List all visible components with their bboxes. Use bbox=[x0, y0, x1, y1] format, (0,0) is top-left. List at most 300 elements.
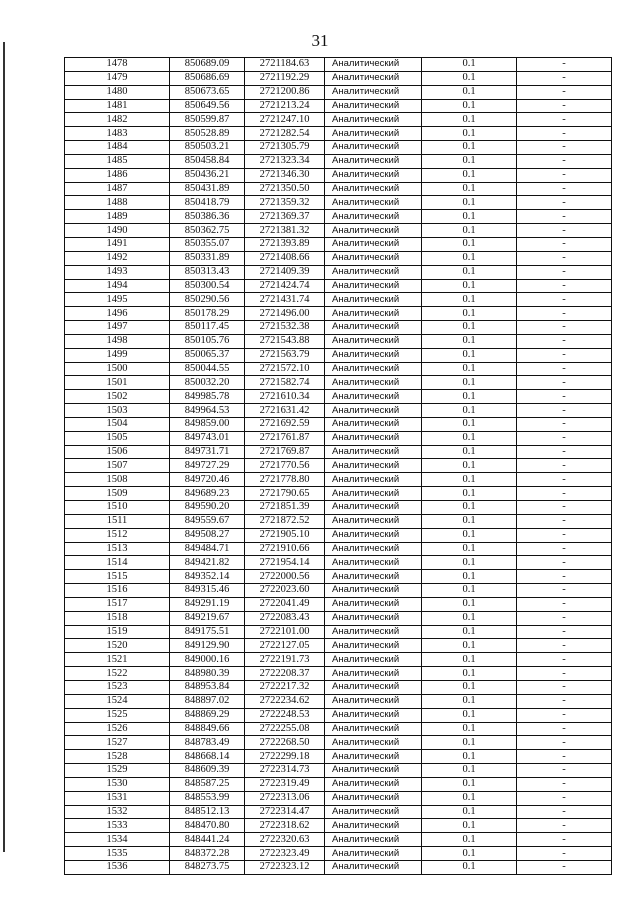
method-cell: Аналитический bbox=[325, 847, 422, 861]
y-coordinate-cell: 2721851.39 bbox=[245, 501, 325, 515]
method-cell: Аналитический bbox=[325, 639, 422, 653]
table-row bbox=[65, 58, 612, 72]
note-cell: - bbox=[517, 71, 612, 85]
y-coordinate-cell: 2721247.10 bbox=[245, 113, 325, 127]
x-coordinate-cell: 849315.46 bbox=[170, 584, 245, 598]
table-row bbox=[65, 833, 612, 847]
table-row bbox=[65, 860, 612, 874]
table-row bbox=[65, 639, 612, 653]
accuracy-cell: 0.1 bbox=[422, 224, 517, 238]
x-coordinate-cell: 848470.80 bbox=[170, 819, 245, 833]
accuracy-cell: 0.1 bbox=[422, 279, 517, 293]
accuracy-cell: 0.1 bbox=[422, 71, 517, 85]
x-coordinate-cell: 848587.25 bbox=[170, 777, 245, 791]
point-number-cell: 1515 bbox=[65, 570, 170, 584]
note-cell: - bbox=[517, 265, 612, 279]
method-cell: Аналитический bbox=[325, 860, 422, 874]
note-cell: - bbox=[517, 653, 612, 667]
note-cell: - bbox=[517, 597, 612, 611]
point-number-cell: 1525 bbox=[65, 708, 170, 722]
accuracy-cell: 0.1 bbox=[422, 237, 517, 251]
x-coordinate-cell: 850065.37 bbox=[170, 348, 245, 362]
method-cell: Аналитический bbox=[325, 307, 422, 321]
point-number-cell: 1524 bbox=[65, 694, 170, 708]
x-coordinate-cell: 848849.66 bbox=[170, 722, 245, 736]
y-coordinate-cell: 2722191.73 bbox=[245, 653, 325, 667]
method-cell: Аналитический bbox=[325, 71, 422, 85]
note-cell: - bbox=[517, 224, 612, 238]
note-cell: - bbox=[517, 404, 612, 418]
y-coordinate-cell: 2722083.43 bbox=[245, 611, 325, 625]
x-coordinate-cell: 850105.76 bbox=[170, 334, 245, 348]
table-row bbox=[65, 680, 612, 694]
x-coordinate-cell: 850331.89 bbox=[170, 251, 245, 265]
table-row bbox=[65, 404, 612, 418]
table-row bbox=[65, 85, 612, 99]
accuracy-cell: 0.1 bbox=[422, 777, 517, 791]
table-row bbox=[65, 334, 612, 348]
note-cell: - bbox=[517, 390, 612, 404]
x-coordinate-cell: 848783.49 bbox=[170, 736, 245, 750]
y-coordinate-cell: 2722000.56 bbox=[245, 570, 325, 584]
accuracy-cell: 0.1 bbox=[422, 722, 517, 736]
coordinates-table-body bbox=[65, 58, 612, 875]
note-cell: - bbox=[517, 58, 612, 72]
accuracy-cell: 0.1 bbox=[422, 251, 517, 265]
point-number-cell: 1514 bbox=[65, 556, 170, 570]
table-row bbox=[65, 501, 612, 515]
x-coordinate-cell: 850503.21 bbox=[170, 141, 245, 155]
x-coordinate-cell: 849559.67 bbox=[170, 514, 245, 528]
y-coordinate-cell: 2722248.53 bbox=[245, 708, 325, 722]
note-cell: - bbox=[517, 584, 612, 598]
x-coordinate-cell: 850290.56 bbox=[170, 293, 245, 307]
table-row bbox=[65, 307, 612, 321]
accuracy-cell: 0.1 bbox=[422, 293, 517, 307]
note-cell: - bbox=[517, 722, 612, 736]
accuracy-cell: 0.1 bbox=[422, 210, 517, 224]
x-coordinate-cell: 850528.89 bbox=[170, 127, 245, 141]
point-number-cell: 1487 bbox=[65, 182, 170, 196]
method-cell: Аналитический bbox=[325, 431, 422, 445]
method-cell: Аналитический bbox=[325, 390, 422, 404]
table-row bbox=[65, 694, 612, 708]
x-coordinate-cell: 849000.16 bbox=[170, 653, 245, 667]
point-number-cell: 1509 bbox=[65, 487, 170, 501]
note-cell: - bbox=[517, 127, 612, 141]
point-number-cell: 1519 bbox=[65, 625, 170, 639]
method-cell: Аналитический bbox=[325, 597, 422, 611]
point-number-cell: 1529 bbox=[65, 764, 170, 778]
method-cell: Аналитический bbox=[325, 764, 422, 778]
y-coordinate-cell: 2722041.49 bbox=[245, 597, 325, 611]
point-number-cell: 1504 bbox=[65, 417, 170, 431]
accuracy-cell: 0.1 bbox=[422, 597, 517, 611]
point-number-cell: 1511 bbox=[65, 514, 170, 528]
method-cell: Аналитический bbox=[325, 750, 422, 764]
note-cell: - bbox=[517, 182, 612, 196]
point-number-cell: 1479 bbox=[65, 71, 170, 85]
note-cell: - bbox=[517, 154, 612, 168]
note-cell: - bbox=[517, 501, 612, 515]
accuracy-cell: 0.1 bbox=[422, 487, 517, 501]
point-number-cell: 1528 bbox=[65, 750, 170, 764]
y-coordinate-cell: 2721369.37 bbox=[245, 210, 325, 224]
y-coordinate-cell: 2721692.59 bbox=[245, 417, 325, 431]
point-number-cell: 1495 bbox=[65, 293, 170, 307]
accuracy-cell: 0.1 bbox=[422, 390, 517, 404]
method-cell: Аналитический bbox=[325, 127, 422, 141]
table-row bbox=[65, 431, 612, 445]
accuracy-cell: 0.1 bbox=[422, 625, 517, 639]
point-number-cell: 1480 bbox=[65, 85, 170, 99]
table-row bbox=[65, 251, 612, 265]
point-number-cell: 1512 bbox=[65, 528, 170, 542]
method-cell: Аналитический bbox=[325, 362, 422, 376]
method-cell: Аналитический bbox=[325, 293, 422, 307]
accuracy-cell: 0.1 bbox=[422, 113, 517, 127]
y-coordinate-cell: 2722217.32 bbox=[245, 680, 325, 694]
point-number-cell: 1522 bbox=[65, 667, 170, 681]
accuracy-cell: 0.1 bbox=[422, 376, 517, 390]
point-number-cell: 1536 bbox=[65, 860, 170, 874]
table-row bbox=[65, 279, 612, 293]
accuracy-cell: 0.1 bbox=[422, 542, 517, 556]
x-coordinate-cell: 848897.02 bbox=[170, 694, 245, 708]
point-number-cell: 1530 bbox=[65, 777, 170, 791]
note-cell: - bbox=[517, 514, 612, 528]
table-row bbox=[65, 722, 612, 736]
y-coordinate-cell: 2721431.74 bbox=[245, 293, 325, 307]
x-coordinate-cell: 850436.21 bbox=[170, 168, 245, 182]
x-coordinate-cell: 849743.01 bbox=[170, 431, 245, 445]
accuracy-cell: 0.1 bbox=[422, 141, 517, 155]
page-number: 31 bbox=[311, 31, 329, 50]
x-coordinate-cell: 850313.43 bbox=[170, 265, 245, 279]
point-number-cell: 1502 bbox=[65, 390, 170, 404]
method-cell: Аналитический bbox=[325, 584, 422, 598]
x-coordinate-cell: 849508.27 bbox=[170, 528, 245, 542]
accuracy-cell: 0.1 bbox=[422, 736, 517, 750]
y-coordinate-cell: 2721631.42 bbox=[245, 404, 325, 418]
accuracy-cell: 0.1 bbox=[422, 584, 517, 598]
x-coordinate-cell: 850418.79 bbox=[170, 196, 245, 210]
note-cell: - bbox=[517, 556, 612, 570]
method-cell: Аналитический bbox=[325, 694, 422, 708]
accuracy-cell: 0.1 bbox=[422, 99, 517, 113]
accuracy-cell: 0.1 bbox=[422, 85, 517, 99]
table-row bbox=[65, 556, 612, 570]
y-coordinate-cell: 2722313.06 bbox=[245, 791, 325, 805]
method-cell: Аналитический bbox=[325, 348, 422, 362]
y-coordinate-cell: 2721323.34 bbox=[245, 154, 325, 168]
note-cell: - bbox=[517, 542, 612, 556]
x-coordinate-cell: 848512.13 bbox=[170, 805, 245, 819]
y-coordinate-cell: 2722320.63 bbox=[245, 833, 325, 847]
note-cell: - bbox=[517, 237, 612, 251]
point-number-cell: 1485 bbox=[65, 154, 170, 168]
table-row bbox=[65, 542, 612, 556]
method-cell: Аналитический bbox=[325, 625, 422, 639]
accuracy-cell: 0.1 bbox=[422, 459, 517, 473]
y-coordinate-cell: 2721408.66 bbox=[245, 251, 325, 265]
table-row bbox=[65, 293, 612, 307]
x-coordinate-cell: 850431.89 bbox=[170, 182, 245, 196]
y-coordinate-cell: 2722127.05 bbox=[245, 639, 325, 653]
y-coordinate-cell: 2721192.29 bbox=[245, 71, 325, 85]
note-cell: - bbox=[517, 473, 612, 487]
accuracy-cell: 0.1 bbox=[422, 750, 517, 764]
point-number-cell: 1508 bbox=[65, 473, 170, 487]
method-cell: Аналитический bbox=[325, 210, 422, 224]
method-cell: Аналитический bbox=[325, 528, 422, 542]
method-cell: Аналитический bbox=[325, 376, 422, 390]
table-row bbox=[65, 237, 612, 251]
note-cell: - bbox=[517, 376, 612, 390]
note-cell: - bbox=[517, 417, 612, 431]
y-coordinate-cell: 2721496.00 bbox=[245, 307, 325, 321]
y-coordinate-cell: 2722314.47 bbox=[245, 805, 325, 819]
x-coordinate-cell: 850689.09 bbox=[170, 58, 245, 72]
x-coordinate-cell: 849352.14 bbox=[170, 570, 245, 584]
x-coordinate-cell: 850044.55 bbox=[170, 362, 245, 376]
point-number-cell: 1500 bbox=[65, 362, 170, 376]
table-row bbox=[65, 819, 612, 833]
accuracy-cell: 0.1 bbox=[422, 182, 517, 196]
method-cell: Аналитический bbox=[325, 833, 422, 847]
x-coordinate-cell: 849590.20 bbox=[170, 501, 245, 515]
y-coordinate-cell: 2721563.79 bbox=[245, 348, 325, 362]
y-coordinate-cell: 2722319.49 bbox=[245, 777, 325, 791]
accuracy-cell: 0.1 bbox=[422, 847, 517, 861]
x-coordinate-cell: 849985.78 bbox=[170, 390, 245, 404]
y-coordinate-cell: 2722299.18 bbox=[245, 750, 325, 764]
table-row bbox=[65, 182, 612, 196]
accuracy-cell: 0.1 bbox=[422, 694, 517, 708]
method-cell: Аналитический bbox=[325, 279, 422, 293]
y-coordinate-cell: 2721381.32 bbox=[245, 224, 325, 238]
y-coordinate-cell: 2722314.73 bbox=[245, 764, 325, 778]
point-number-cell: 1534 bbox=[65, 833, 170, 847]
method-cell: Аналитический bbox=[325, 141, 422, 155]
point-number-cell: 1498 bbox=[65, 334, 170, 348]
note-cell: - bbox=[517, 805, 612, 819]
table-row bbox=[65, 362, 612, 376]
method-cell: Аналитический bbox=[325, 542, 422, 556]
table-row bbox=[65, 777, 612, 791]
x-coordinate-cell: 850362.75 bbox=[170, 224, 245, 238]
table-row bbox=[65, 224, 612, 238]
y-coordinate-cell: 2721778.80 bbox=[245, 473, 325, 487]
accuracy-cell: 0.1 bbox=[422, 404, 517, 418]
method-cell: Аналитический bbox=[325, 791, 422, 805]
note-cell: - bbox=[517, 833, 612, 847]
table-row bbox=[65, 528, 612, 542]
table-row bbox=[65, 141, 612, 155]
point-number-cell: 1494 bbox=[65, 279, 170, 293]
accuracy-cell: 0.1 bbox=[422, 348, 517, 362]
method-cell: Аналитический bbox=[325, 154, 422, 168]
x-coordinate-cell: 850032.20 bbox=[170, 376, 245, 390]
accuracy-cell: 0.1 bbox=[422, 514, 517, 528]
note-cell: - bbox=[517, 611, 612, 625]
y-coordinate-cell: 2721282.54 bbox=[245, 127, 325, 141]
table-row bbox=[65, 376, 612, 390]
accuracy-cell: 0.1 bbox=[422, 708, 517, 722]
note-cell: - bbox=[517, 348, 612, 362]
y-coordinate-cell: 2722318.62 bbox=[245, 819, 325, 833]
point-number-cell: 1505 bbox=[65, 431, 170, 445]
point-number-cell: 1482 bbox=[65, 113, 170, 127]
y-coordinate-cell: 2722268.50 bbox=[245, 736, 325, 750]
method-cell: Аналитический bbox=[325, 224, 422, 238]
x-coordinate-cell: 850386.36 bbox=[170, 210, 245, 224]
note-cell: - bbox=[517, 279, 612, 293]
y-coordinate-cell: 2721582.74 bbox=[245, 376, 325, 390]
x-coordinate-cell: 849689.23 bbox=[170, 487, 245, 501]
method-cell: Аналитический bbox=[325, 501, 422, 515]
point-number-cell: 1523 bbox=[65, 680, 170, 694]
note-cell: - bbox=[517, 847, 612, 861]
accuracy-cell: 0.1 bbox=[422, 445, 517, 459]
accuracy-cell: 0.1 bbox=[422, 265, 517, 279]
table-row bbox=[65, 417, 612, 431]
table-row bbox=[65, 570, 612, 584]
point-number-cell: 1517 bbox=[65, 597, 170, 611]
x-coordinate-cell: 849859.00 bbox=[170, 417, 245, 431]
method-cell: Аналитический bbox=[325, 251, 422, 265]
y-coordinate-cell: 2721543.88 bbox=[245, 334, 325, 348]
method-cell: Аналитический bbox=[325, 473, 422, 487]
point-number-cell: 1497 bbox=[65, 321, 170, 335]
accuracy-cell: 0.1 bbox=[422, 791, 517, 805]
method-cell: Аналитический bbox=[325, 736, 422, 750]
note-cell: - bbox=[517, 708, 612, 722]
note-cell: - bbox=[517, 625, 612, 639]
method-cell: Аналитический bbox=[325, 680, 422, 694]
note-cell: - bbox=[517, 459, 612, 473]
table-row bbox=[65, 390, 612, 404]
accuracy-cell: 0.1 bbox=[422, 417, 517, 431]
table-row bbox=[65, 459, 612, 473]
method-cell: Аналитический bbox=[325, 653, 422, 667]
y-coordinate-cell: 2721954.14 bbox=[245, 556, 325, 570]
accuracy-cell: 0.1 bbox=[422, 168, 517, 182]
accuracy-cell: 0.1 bbox=[422, 805, 517, 819]
table-row bbox=[65, 473, 612, 487]
y-coordinate-cell: 2721532.38 bbox=[245, 321, 325, 335]
y-coordinate-cell: 2721393.89 bbox=[245, 237, 325, 251]
note-cell: - bbox=[517, 736, 612, 750]
x-coordinate-cell: 849421.82 bbox=[170, 556, 245, 570]
accuracy-cell: 0.1 bbox=[422, 431, 517, 445]
y-coordinate-cell: 2721359.32 bbox=[245, 196, 325, 210]
accuracy-cell: 0.1 bbox=[422, 764, 517, 778]
note-cell: - bbox=[517, 362, 612, 376]
y-coordinate-cell: 2722323.12 bbox=[245, 860, 325, 874]
point-number-cell: 1488 bbox=[65, 196, 170, 210]
point-number-cell: 1490 bbox=[65, 224, 170, 238]
x-coordinate-cell: 848372.28 bbox=[170, 847, 245, 861]
point-number-cell: 1513 bbox=[65, 542, 170, 556]
x-coordinate-cell: 850649.56 bbox=[170, 99, 245, 113]
point-number-cell: 1491 bbox=[65, 237, 170, 251]
note-cell: - bbox=[517, 99, 612, 113]
note-cell: - bbox=[517, 196, 612, 210]
note-cell: - bbox=[517, 680, 612, 694]
table-row bbox=[65, 321, 612, 335]
x-coordinate-cell: 850599.87 bbox=[170, 113, 245, 127]
note-cell: - bbox=[517, 639, 612, 653]
accuracy-cell: 0.1 bbox=[422, 58, 517, 72]
method-cell: Аналитический bbox=[325, 445, 422, 459]
x-coordinate-cell: 848953.84 bbox=[170, 680, 245, 694]
note-cell: - bbox=[517, 85, 612, 99]
y-coordinate-cell: 2721213.24 bbox=[245, 99, 325, 113]
note-cell: - bbox=[517, 694, 612, 708]
note-cell: - bbox=[517, 570, 612, 584]
table-row bbox=[65, 265, 612, 279]
note-cell: - bbox=[517, 334, 612, 348]
point-number-cell: 1533 bbox=[65, 819, 170, 833]
method-cell: Аналитический bbox=[325, 58, 422, 72]
y-coordinate-cell: 2721761.87 bbox=[245, 431, 325, 445]
method-cell: Аналитический bbox=[325, 556, 422, 570]
y-coordinate-cell: 2722208.37 bbox=[245, 667, 325, 681]
x-coordinate-cell: 850178.29 bbox=[170, 307, 245, 321]
x-coordinate-cell: 849129.90 bbox=[170, 639, 245, 653]
x-coordinate-cell: 848273.75 bbox=[170, 860, 245, 874]
x-coordinate-cell: 848668.14 bbox=[170, 750, 245, 764]
accuracy-cell: 0.1 bbox=[422, 154, 517, 168]
y-coordinate-cell: 2721872.52 bbox=[245, 514, 325, 528]
x-coordinate-cell: 849727.29 bbox=[170, 459, 245, 473]
point-number-cell: 1499 bbox=[65, 348, 170, 362]
point-number-cell: 1489 bbox=[65, 210, 170, 224]
scan-left-edge-line bbox=[3, 42, 5, 852]
method-cell: Аналитический bbox=[325, 182, 422, 196]
method-cell: Аналитический bbox=[325, 113, 422, 127]
note-cell: - bbox=[517, 777, 612, 791]
table-row bbox=[65, 113, 612, 127]
method-cell: Аналитический bbox=[325, 487, 422, 501]
point-number-cell: 1492 bbox=[65, 251, 170, 265]
method-cell: Аналитический bbox=[325, 708, 422, 722]
table-row bbox=[65, 597, 612, 611]
table-row bbox=[65, 611, 612, 625]
table-row bbox=[65, 348, 612, 362]
note-cell: - bbox=[517, 860, 612, 874]
y-coordinate-cell: 2722101.00 bbox=[245, 625, 325, 639]
method-cell: Аналитический bbox=[325, 334, 422, 348]
note-cell: - bbox=[517, 113, 612, 127]
method-cell: Аналитический bbox=[325, 417, 422, 431]
note-cell: - bbox=[517, 210, 612, 224]
accuracy-cell: 0.1 bbox=[422, 860, 517, 874]
table-row bbox=[65, 487, 612, 501]
method-cell: Аналитический bbox=[325, 321, 422, 335]
x-coordinate-cell: 850300.54 bbox=[170, 279, 245, 293]
accuracy-cell: 0.1 bbox=[422, 473, 517, 487]
point-number-cell: 1535 bbox=[65, 847, 170, 861]
point-number-cell: 1518 bbox=[65, 611, 170, 625]
accuracy-cell: 0.1 bbox=[422, 501, 517, 515]
accuracy-cell: 0.1 bbox=[422, 334, 517, 348]
table-row bbox=[65, 168, 612, 182]
point-number-cell: 1481 bbox=[65, 99, 170, 113]
point-number-cell: 1506 bbox=[65, 445, 170, 459]
point-number-cell: 1507 bbox=[65, 459, 170, 473]
